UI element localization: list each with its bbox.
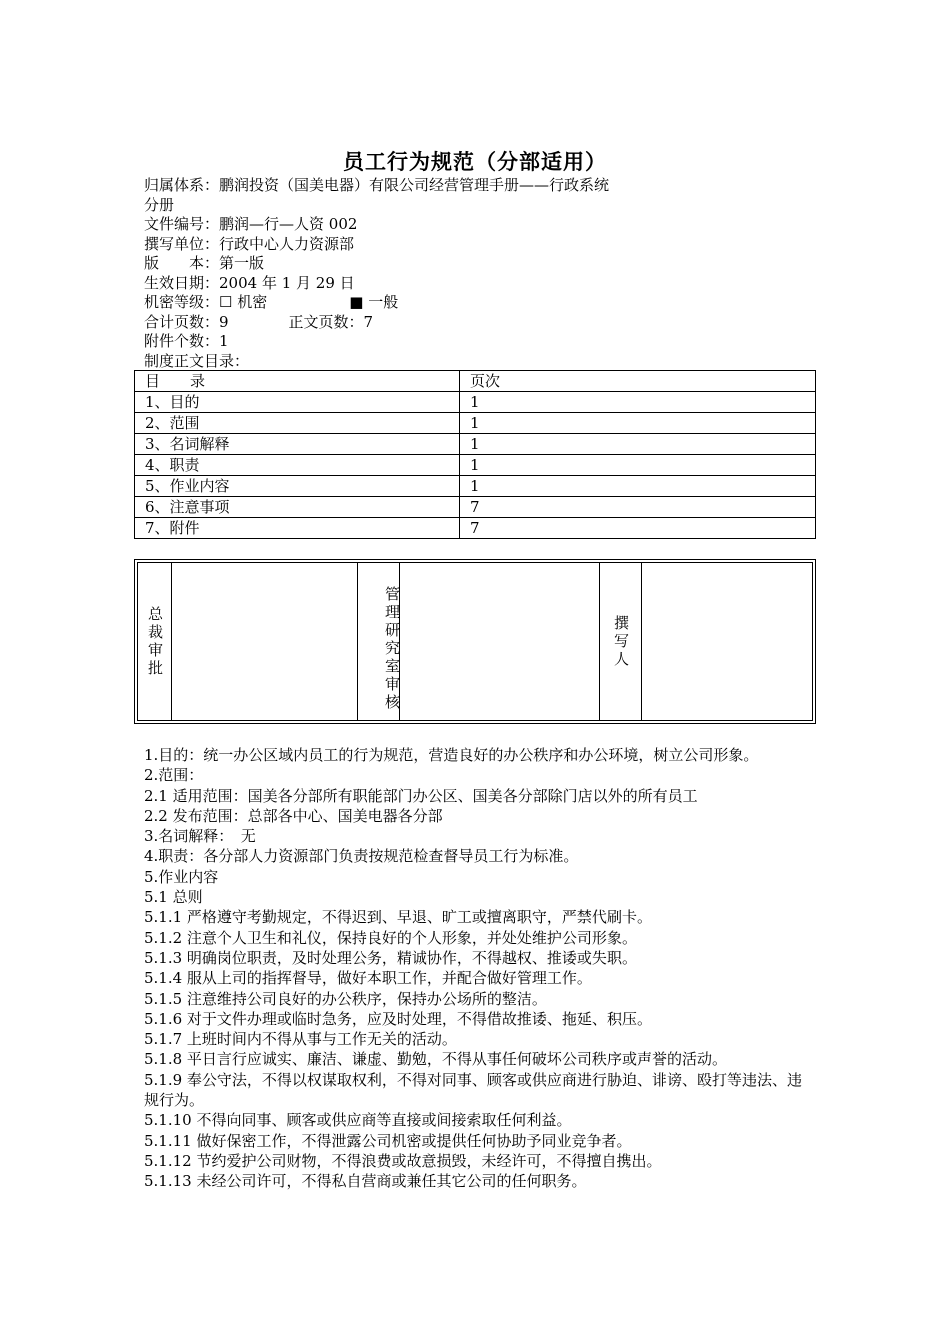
paragraph: 4.职责：各分部人力资源部门负责按规范检查督导员工行为标准。: [144, 847, 579, 866]
toc-caption: 制度正文目录：: [144, 351, 250, 370]
secrecy-option-general: 一般: [368, 293, 399, 311]
paragraph: 5.1.7 上班时间内不得从事与工作无关的活动。: [144, 1030, 457, 1049]
president-approval-label: 总裁审批: [138, 563, 172, 720]
document-body: [144, 745, 814, 1192]
paragraph: 5.1.9 奉公守法，不得以权谋取权利，不得对同事、顾客或供应商进行胁迫、诽谤、殴打等违法、违规行为。: [144, 1070, 802, 1110]
paragraph: 5.1.13 未经公司许可，不得私自营商或兼任其它公司的任何职务。: [144, 1172, 587, 1191]
doc-number: 文件编号：鹏润—行—人资 002: [144, 215, 358, 233]
paragraph: 5.作业内容: [144, 867, 219, 886]
version: 版 本：第一版: [144, 254, 265, 272]
paragraph: 5.1.6 对于文件办理或临时急务，应及时处理，不得借故推诿、拖延、积压。: [144, 1009, 652, 1028]
writer-signature-cell: [642, 563, 812, 720]
toc-row: [135, 434, 816, 455]
toc-item: 1、目的: [135, 392, 460, 413]
toc-row: [135, 413, 816, 434]
paragraph: 5.1.5 注意维持公司良好的办公秩序，保持办公场所的整洁。: [144, 989, 547, 1008]
attachment-count: 附件个数：1: [144, 332, 229, 350]
toc-table: [134, 370, 816, 539]
paragraph: 5.1.2 注意个人卫生和礼仪，保持良好的个人形象，并处处维护公司形象。: [144, 928, 637, 947]
system-line-continued: 分册: [144, 195, 175, 214]
toc-item: 2、范围: [135, 413, 460, 434]
paragraph: 2.2 发布范围：总部各中心、国美电器各分部: [144, 806, 443, 825]
secrecy-label: 机密等级：: [144, 293, 220, 311]
paragraph: 5.1.11 做好保密工作，不得泄露公司机密或提供任何协助予同业竞争者。: [144, 1131, 632, 1150]
paragraph: 5.1.4 服从上司的指挥督导，做好本职工作，并配合做好管理工作。: [144, 969, 592, 988]
page-counts: [144, 313, 824, 333]
paragraph: 5.1.3 明确岗位职责，及时处理公务，精诚协作，不得越权、推诿或失职。: [144, 948, 637, 967]
toc-page: 7: [460, 497, 816, 518]
toc-page: 1: [460, 392, 816, 413]
author-unit: 撰写单位：行政中心人力资源部: [144, 234, 355, 253]
secrecy-option-confidential: 机密: [237, 293, 268, 311]
system-line: 归属体系：鹏润投资（国美电器）有限公司经营管理手册——行政系统: [144, 176, 610, 194]
toc-item: 7、附件: [135, 518, 460, 539]
paragraph: 1.目的：统一办公区域内员工的行为规范，营造良好的办公秩序和办公环境，树立公司形象。: [144, 746, 759, 764]
total-pages: 合计页数：9: [144, 312, 229, 331]
paragraph: 2.1 适用范围：国美各分部所有职能部门办公区、国美各分部除门店以外的所有员工: [144, 786, 698, 805]
toc-row: [135, 497, 816, 518]
effective-date: 生效日期：2004 年 1 月 29 日: [144, 273, 355, 292]
paragraph: 5.1.12 节约爱护公司财物，不得浪费或故意损毁，未经许可，不得擅自携出。: [144, 1151, 662, 1170]
research-signature-cell: [400, 563, 600, 720]
toc-row: [135, 518, 816, 539]
body-pages: 正文页数：7: [288, 312, 374, 331]
toc-item: 5、作业内容: [135, 476, 460, 497]
paragraph: 3.名词解释： 无: [144, 827, 256, 846]
checkbox-empty-icon: ☐: [219, 293, 233, 311]
toc-item: 3、名词解释: [135, 434, 460, 455]
toc-item: 4、职责: [135, 455, 460, 476]
paragraph: 5.1.10 不得向同事、顾客或供应商等直接或间接索取任何利益。: [144, 1111, 572, 1130]
checkbox-filled-icon: ■: [349, 293, 364, 311]
approval-table: [134, 559, 816, 724]
toc-page: 1: [460, 455, 816, 476]
toc-header-page: 页次: [460, 371, 816, 392]
toc-page: 1: [460, 434, 816, 455]
toc-row: [135, 476, 816, 497]
toc-header-contents: 目 录: [135, 371, 460, 392]
toc-page: 1: [460, 413, 816, 434]
writer-label: 撰写人: [600, 563, 642, 720]
research-review-label: 管理研究室审核: [358, 563, 400, 720]
toc-page: 1: [460, 476, 816, 497]
toc-page: 7: [460, 518, 816, 539]
document-title: 员工行为规范（分部适用）: [343, 149, 607, 174]
toc-row: [135, 455, 816, 476]
toc-item: 6、注意事项: [135, 497, 460, 518]
paragraph: 5.1 总则: [144, 888, 203, 907]
toc-row: [135, 392, 816, 413]
president-signature-cell: [172, 563, 358, 720]
paragraph: 5.1.1 严格遵守考勤规定，不得迟到、早退、旷工或擅离职守，严禁代刷卡。: [144, 908, 652, 927]
toc-header-row: [135, 371, 816, 392]
paragraph: 2.范围：: [144, 766, 204, 785]
document-meta: [144, 176, 824, 371]
secrecy-level: [144, 293, 824, 313]
paragraph: 5.1.8 平日言行应诚实、廉洁、谦虚、勤勉，不得从事任何破坏公司秩序或声誉的活动。: [144, 1050, 727, 1069]
